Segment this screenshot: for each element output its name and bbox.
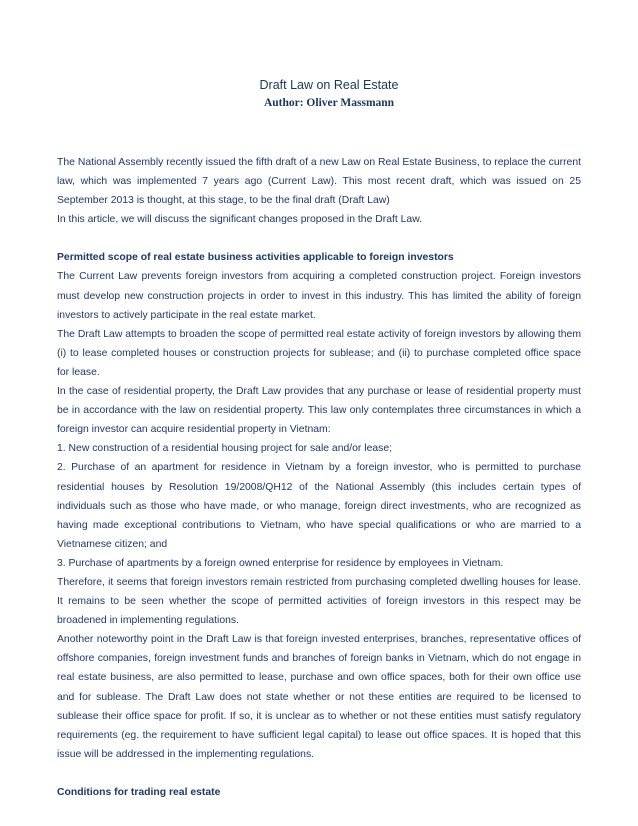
document-title: Draft Law on Real Estate: [259, 78, 399, 92]
body-paragraph: Another noteworthy point in the Draft Law is that foreign invested enterprises, branches, representative offices of offshore companies, foreign investment funds and branches of foreign banks in Vietnam, which do not engage in real estate business, are also permitted to lease, purchase and own office spaces, both for their own office use and for sublease. The Draft Law does not state whether or not these entities are required to be licensed to sublease their office space for profit. If so, it is unclear as to whether or not these entities must satisfy regulatory requirements (eg. the requirement to have sufficient legal capital) to lease out office spaces. It is hoped that this issue will be addressed in the implementing regulations.: [57, 634, 581, 760]
list-item: 3. Purchase of apartments by a foreign owned enterprise for residence by employees in Vietnam.: [57, 557, 504, 569]
document-body: [57, 153, 581, 802]
list-item: 2. Purchase of an apartment for residence in Vietnam by a foreign investor, who is permitted to purchase residential houses by Resolution 19/2008/QH12 of the National Assembly (this includes certain types of individuals such as those who have made, or who manage, foreign direct investments, who are recognized as having made exceptional contributions to Vietnam, who have special qualifications or who are married to a Vietnamese citizen; and: [57, 462, 581, 550]
body-paragraph: Therefore, it seems that foreign investors remain restricted from purchasing completed dwelling houses for lease. It remains to be seen whether the scope of permitted activities of foreign investors in this respect may be broadened in implementing regulations.: [57, 576, 581, 627]
body-paragraph: In the case of residential property, the Draft Law provides that any purchase or lease of residential property must be in accordance with the law on residential property. This law only contemplates three circumstances in which a foreign investor can acquire residential property in Vietnam:: [57, 386, 581, 436]
body-paragraph: The Draft Law attempts to broaden the scope of permitted real estate activity of foreign investors by allowing them (i) to lease completed houses or construction projects for sublease; and (ii) to purchase completed office space for lease.: [57, 328, 581, 378]
section-heading-conditions: Conditions for trading real estate: [57, 786, 221, 798]
list-item: 1. New construction of a residential housing project for sale and/or lease;: [57, 443, 392, 455]
body-paragraph: The Current Law prevents foreign investors from acquiring a completed construction project. Foreign investors must develop new construction projects in order to invest in this industry. This has limited the ability of foreign investors to actively participate in the real estate market.: [57, 271, 581, 321]
section-heading-permitted-scope: Permitted scope of real estate business activities applicable to foreign investors: [57, 252, 454, 264]
intro-paragraph: The National Assembly recently issued the fifth draft of a new Law on Real Estate Business, to replace the current law, which was implemented 7 years ago (Current Law). This most recent draft, which was issued on 25 September 2013 is thought, at this stage, to be the final draft (Draft Law): [57, 157, 581, 207]
document-author: Author: Oliver Massmann: [263, 97, 395, 109]
intro-paragraph: In this article, we will discuss the significant changes proposed in the Draft Law.: [57, 214, 423, 226]
